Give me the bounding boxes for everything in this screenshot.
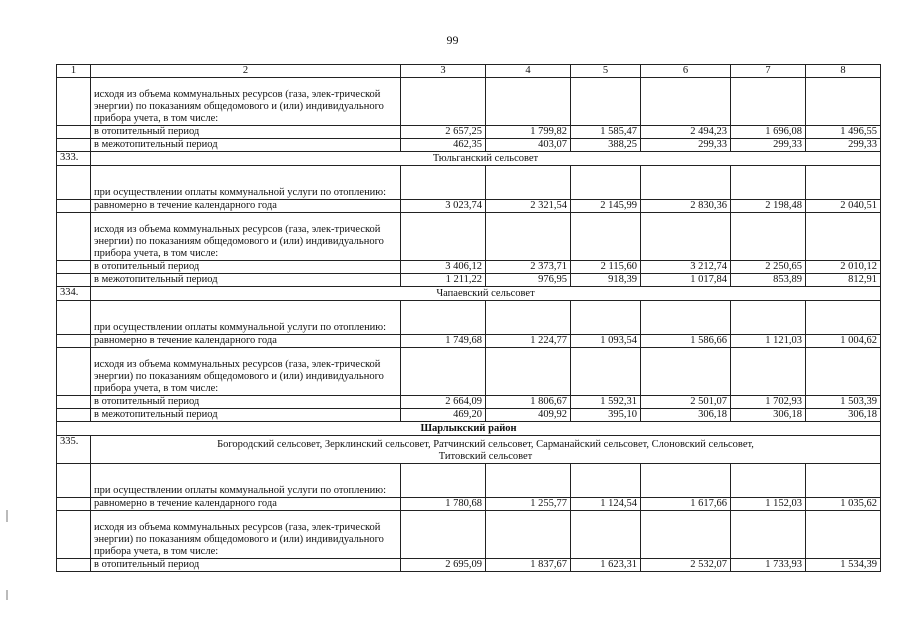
value-cell: 2 373,71 <box>486 261 571 274</box>
empty-cell <box>571 301 641 335</box>
value-cell: 299,33 <box>641 139 731 152</box>
empty-cell <box>486 166 571 200</box>
empty-cell <box>641 511 731 559</box>
note-row <box>57 348 881 396</box>
empty-cell <box>731 464 806 498</box>
value-cell: 2 501,07 <box>641 396 731 409</box>
empty-cell <box>806 348 881 396</box>
value-cell: 3 212,74 <box>641 261 731 274</box>
data-row <box>57 409 881 422</box>
section-number: 333. <box>57 152 91 166</box>
value-cell: 2 115,60 <box>571 261 641 274</box>
note-text: исходя из объема коммунальных ресурсов (газа, элек-трической энергии) по показаниям общедомового и (или) индивидуального прибора учета, в том числе: <box>91 348 401 396</box>
value-cell: 2 532,07 <box>641 559 731 572</box>
column-number: 4 <box>486 65 571 78</box>
value-cell: 853,89 <box>731 274 806 287</box>
row-number-cell <box>57 274 91 287</box>
margin-mark <box>6 510 8 522</box>
empty-cell <box>401 213 486 261</box>
value-cell: 306,18 <box>641 409 731 422</box>
empty-cell <box>571 213 641 261</box>
value-cell: 1 017,84 <box>641 274 731 287</box>
value-cell: 299,33 <box>731 139 806 152</box>
empty-cell <box>486 301 571 335</box>
value-cell: 1 035,62 <box>806 498 881 511</box>
row-label: в межотопительный период <box>91 274 401 287</box>
note-row <box>57 166 881 200</box>
row-number-cell <box>57 511 91 559</box>
value-cell: 2 040,51 <box>806 200 881 213</box>
empty-cell <box>486 78 571 126</box>
value-cell: 1 534,39 <box>806 559 881 572</box>
value-cell: 2 695,09 <box>401 559 486 572</box>
value-cell: 1 702,93 <box>731 396 806 409</box>
section-row <box>57 287 881 301</box>
row-number-cell <box>57 409 91 422</box>
tariff-table <box>56 64 881 572</box>
value-cell: 1 585,47 <box>571 126 641 139</box>
value-cell: 1 121,03 <box>731 335 806 348</box>
empty-cell <box>401 166 486 200</box>
value-cell: 976,95 <box>486 274 571 287</box>
value-cell: 1 124,54 <box>571 498 641 511</box>
row-number-cell <box>57 213 91 261</box>
value-cell: 2 664,09 <box>401 396 486 409</box>
value-cell: 306,18 <box>806 409 881 422</box>
district-title: Шарлыкский район <box>57 422 881 436</box>
empty-cell <box>641 301 731 335</box>
row-label: в отопительный период <box>91 126 401 139</box>
section-number: 335. <box>57 436 91 464</box>
row-number-cell <box>57 348 91 396</box>
value-cell: 1 749,68 <box>401 335 486 348</box>
value-cell: 1 152,03 <box>731 498 806 511</box>
value-cell: 306,18 <box>731 409 806 422</box>
column-number: 8 <box>806 65 881 78</box>
data-row <box>57 261 881 274</box>
empty-cell <box>641 166 731 200</box>
value-cell: 388,25 <box>571 139 641 152</box>
empty-cell <box>486 464 571 498</box>
value-cell: 469,20 <box>401 409 486 422</box>
value-cell: 2 145,99 <box>571 200 641 213</box>
row-number-cell <box>57 78 91 126</box>
value-cell: 403,07 <box>486 139 571 152</box>
row-label: в отопительный период <box>91 559 401 572</box>
empty-cell <box>641 464 731 498</box>
value-cell: 2 830,36 <box>641 200 731 213</box>
row-label: в отопительный период <box>91 396 401 409</box>
empty-cell <box>806 78 881 126</box>
value-cell: 395,10 <box>571 409 641 422</box>
value-cell: 1 733,93 <box>731 559 806 572</box>
row-number-cell <box>57 200 91 213</box>
note-row <box>57 301 881 335</box>
note-row <box>57 213 881 261</box>
empty-cell <box>401 78 486 126</box>
value-cell: 812,91 <box>806 274 881 287</box>
value-cell: 3 406,12 <box>401 261 486 274</box>
column-number: 7 <box>731 65 806 78</box>
column-number: 3 <box>401 65 486 78</box>
empty-cell <box>731 213 806 261</box>
row-number-cell <box>57 166 91 200</box>
column-number: 2 <box>91 65 401 78</box>
data-row <box>57 274 881 287</box>
row-label: в межотопительный период <box>91 139 401 152</box>
empty-cell <box>401 511 486 559</box>
note-text: при осуществлении оплаты коммунальной услуги по отоплению: <box>91 166 401 200</box>
district-row <box>57 422 881 436</box>
empty-cell <box>731 166 806 200</box>
value-cell: 1 780,68 <box>401 498 486 511</box>
empty-cell <box>806 213 881 261</box>
empty-cell <box>571 166 641 200</box>
empty-cell <box>571 78 641 126</box>
row-number-cell <box>57 261 91 274</box>
value-cell: 1 503,39 <box>806 396 881 409</box>
data-row <box>57 559 881 572</box>
empty-cell <box>401 348 486 396</box>
column-number: 1 <box>57 65 91 78</box>
data-row <box>57 335 881 348</box>
section-row <box>57 152 881 166</box>
row-number-cell <box>57 498 91 511</box>
empty-cell <box>486 511 571 559</box>
empty-cell <box>641 78 731 126</box>
row-label: равномерно в течение календарного года <box>91 498 401 511</box>
empty-cell <box>731 511 806 559</box>
value-cell: 2 198,48 <box>731 200 806 213</box>
value-cell: 918,39 <box>571 274 641 287</box>
empty-cell <box>806 166 881 200</box>
value-cell: 1 004,62 <box>806 335 881 348</box>
note-text: исходя из объема коммунальных ресурсов (газа, элек-трической энергии) по показаниям общедомового и (или) индивидуального прибора учета, в том числе: <box>91 511 401 559</box>
value-cell: 1 255,77 <box>486 498 571 511</box>
section-row <box>57 436 881 464</box>
data-row <box>57 126 881 139</box>
value-cell: 1 696,08 <box>731 126 806 139</box>
row-label: в межотопительный период <box>91 409 401 422</box>
table-body <box>57 65 881 572</box>
value-cell: 1 586,66 <box>641 335 731 348</box>
value-cell: 1 806,67 <box>486 396 571 409</box>
empty-cell <box>806 511 881 559</box>
note-row <box>57 511 881 559</box>
section-title: Чапаевский сельсовет <box>91 287 881 301</box>
value-cell: 1 592,31 <box>571 396 641 409</box>
empty-cell <box>641 213 731 261</box>
data-row <box>57 139 881 152</box>
value-cell: 1 211,22 <box>401 274 486 287</box>
value-cell: 2 494,23 <box>641 126 731 139</box>
empty-cell <box>571 464 641 498</box>
row-number-cell <box>57 301 91 335</box>
value-cell: 299,33 <box>806 139 881 152</box>
value-cell: 2 010,12 <box>806 261 881 274</box>
empty-cell <box>401 301 486 335</box>
empty-cell <box>731 78 806 126</box>
value-cell: 2 657,25 <box>401 126 486 139</box>
column-number: 6 <box>641 65 731 78</box>
row-number-cell <box>57 559 91 572</box>
empty-cell <box>806 301 881 335</box>
note-text: при осуществлении оплаты коммунальной услуги по отоплению: <box>91 301 401 335</box>
empty-cell <box>731 301 806 335</box>
section-title: Тюльганский сельсовет <box>91 152 881 166</box>
empty-cell <box>486 348 571 396</box>
empty-cell <box>486 213 571 261</box>
note-text: при осуществлении оплаты коммунальной услуги по отоплению: <box>91 464 401 498</box>
margin-mark <box>6 590 8 600</box>
row-label: равномерно в течение календарного года <box>91 335 401 348</box>
section-title: Богородский сельсовет, Зерклинский сельсовет, Ратчинский сельсовет, Сарманайский сельсовет, Слоновский сельсовет, Титовский сельсовет <box>91 436 881 464</box>
section-number: 334. <box>57 287 91 301</box>
note-row <box>57 78 881 126</box>
value-cell: 1 617,66 <box>641 498 731 511</box>
value-cell: 3 023,74 <box>401 200 486 213</box>
empty-cell <box>806 464 881 498</box>
column-number-row <box>57 65 881 78</box>
row-label: равномерно в течение календарного года <box>91 200 401 213</box>
value-cell: 1 837,67 <box>486 559 571 572</box>
column-number: 5 <box>571 65 641 78</box>
value-cell: 1 224,77 <box>486 335 571 348</box>
note-text: исходя из объема коммунальных ресурсов (газа, элек-трической энергии) по показаниям общедомового и (или) индивидуального прибора учета, в том числе: <box>91 213 401 261</box>
data-row <box>57 396 881 409</box>
note-text: исходя из объема коммунальных ресурсов (газа, элек-трической энергии) по показаниям общедомового и (или) индивидуального прибора учета, в том числе: <box>91 78 401 126</box>
data-row <box>57 200 881 213</box>
data-row <box>57 498 881 511</box>
empty-cell <box>571 348 641 396</box>
value-cell: 1 093,54 <box>571 335 641 348</box>
value-cell: 462,35 <box>401 139 486 152</box>
value-cell: 2 321,54 <box>486 200 571 213</box>
empty-cell <box>641 348 731 396</box>
value-cell: 1 799,82 <box>486 126 571 139</box>
empty-cell <box>731 348 806 396</box>
note-row <box>57 464 881 498</box>
page-number: 99 <box>446 33 459 47</box>
empty-cell <box>571 511 641 559</box>
value-cell: 1 623,31 <box>571 559 641 572</box>
empty-cell <box>401 464 486 498</box>
row-number-cell <box>57 396 91 409</box>
row-label: в отопительный период <box>91 261 401 274</box>
value-cell: 2 250,65 <box>731 261 806 274</box>
value-cell: 1 496,55 <box>806 126 881 139</box>
row-number-cell <box>57 126 91 139</box>
row-number-cell <box>57 464 91 498</box>
row-number-cell <box>57 335 91 348</box>
row-number-cell <box>57 139 91 152</box>
value-cell: 409,92 <box>486 409 571 422</box>
